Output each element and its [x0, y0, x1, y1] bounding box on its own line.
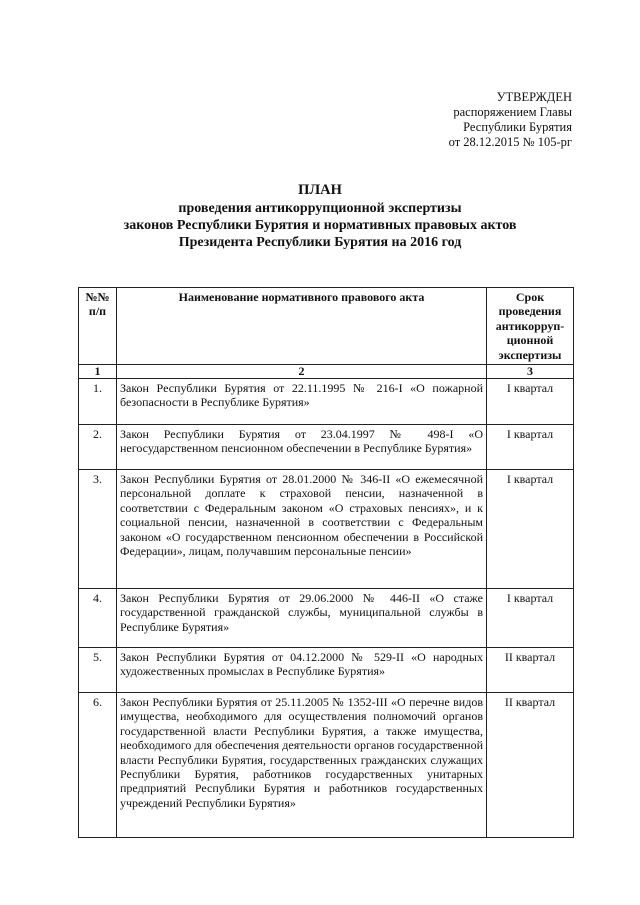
header-name: Наименование нормативного правового акта	[117, 288, 487, 365]
row-number: 3.	[79, 470, 117, 589]
column-number: 2	[117, 365, 487, 379]
title-main: ПЛАН	[298, 182, 342, 198]
row-number: 5.	[79, 648, 117, 693]
act-name: Закон Республики Бурятия от 22.11.1995 № 216-I «О пожарной безопасности в Республике Бурятия»	[117, 379, 487, 425]
table-row	[79, 379, 574, 425]
review-term: I квартал	[487, 470, 574, 589]
plan-table	[78, 287, 574, 838]
row-number: 4.	[79, 589, 117, 648]
table-row	[79, 589, 574, 648]
approval-stamp	[449, 90, 572, 150]
row-number: 2.	[79, 425, 117, 470]
row-number: 1.	[79, 379, 117, 425]
column-number: 3	[487, 365, 574, 379]
table-row	[79, 648, 574, 693]
act-name: Закон Республики Бурятия от 04.12.2000 № 529-II «О народных художественных промыслах в Республике Бурятия»	[117, 648, 487, 693]
approval-line-republic: Республики Бурятия	[463, 120, 572, 134]
act-name: Закон Республики Бурятия от 28.01.2000 № 346-II «О ежемесячной персональной доплате к страховой пенсии, назначенной в соответствии с Федеральным законом «О страховых пенсиях», и к социальной пенсии, назначенной в соответствии с Федеральным законом «О государственном пенсионном обеспечении в Российской Федерации», лицам, получавшим персональные пенсии»	[117, 470, 487, 589]
column-number-row	[79, 365, 574, 379]
review-term: II квартал	[487, 693, 574, 838]
review-term: I квартал	[487, 379, 574, 425]
table-header-row	[79, 288, 574, 365]
act-name: Закон Республики Бурятия от 23.04.1997 № 498-I «О негосударственном пенсионном обеспечении в Республике Бурятия»	[117, 425, 487, 470]
approval-line-approved: УТВЕРЖДЕН	[496, 90, 572, 104]
title-line-3: Президента Республики Бурятия на 2016 год	[178, 235, 462, 250]
review-term: II квартал	[487, 648, 574, 693]
header-term: Срок проведения антикорруп-ционной экспертизы	[487, 288, 574, 365]
column-number: 1	[79, 365, 117, 379]
approval-line-order: распоряжением Главы	[453, 105, 572, 119]
title-line-1: проведения антикоррупционной экспертизы	[178, 201, 462, 216]
review-term: I квартал	[487, 425, 574, 470]
header-num: №№ п/п	[79, 288, 117, 365]
table-row	[79, 693, 574, 838]
document-title	[60, 182, 580, 251]
approval-line-date: от 28.12.2015 № 105-рг	[448, 135, 572, 149]
row-number: 6.	[79, 693, 117, 838]
act-name: Закон Республики Бурятия от 29.06.2000 № 446-II «О стаже государственной гражданской службы, муниципальной службы в Республике Бурятия»	[117, 589, 487, 648]
table-row	[79, 425, 574, 470]
title-line-2: законов Республики Бурятия и нормативных правовых актов	[123, 218, 517, 233]
review-term: I квартал	[487, 589, 574, 648]
act-name: Закон Республики Бурятия от 25.11.2005 № 1352-III «О перечне видов имущества, необходимого для осуществления полномочий органов государственной власти Республики Бурятия, а также имущества, необходимого для обеспечения деятельности органов государственной власти Республики Бурятия, государственных гражданских служащих Республики Бурятия, работников государственных унитарных предприятий Республики Бурятия и работников государственных учреждений Республики Бурятия»	[117, 693, 487, 838]
table-row	[79, 470, 574, 589]
